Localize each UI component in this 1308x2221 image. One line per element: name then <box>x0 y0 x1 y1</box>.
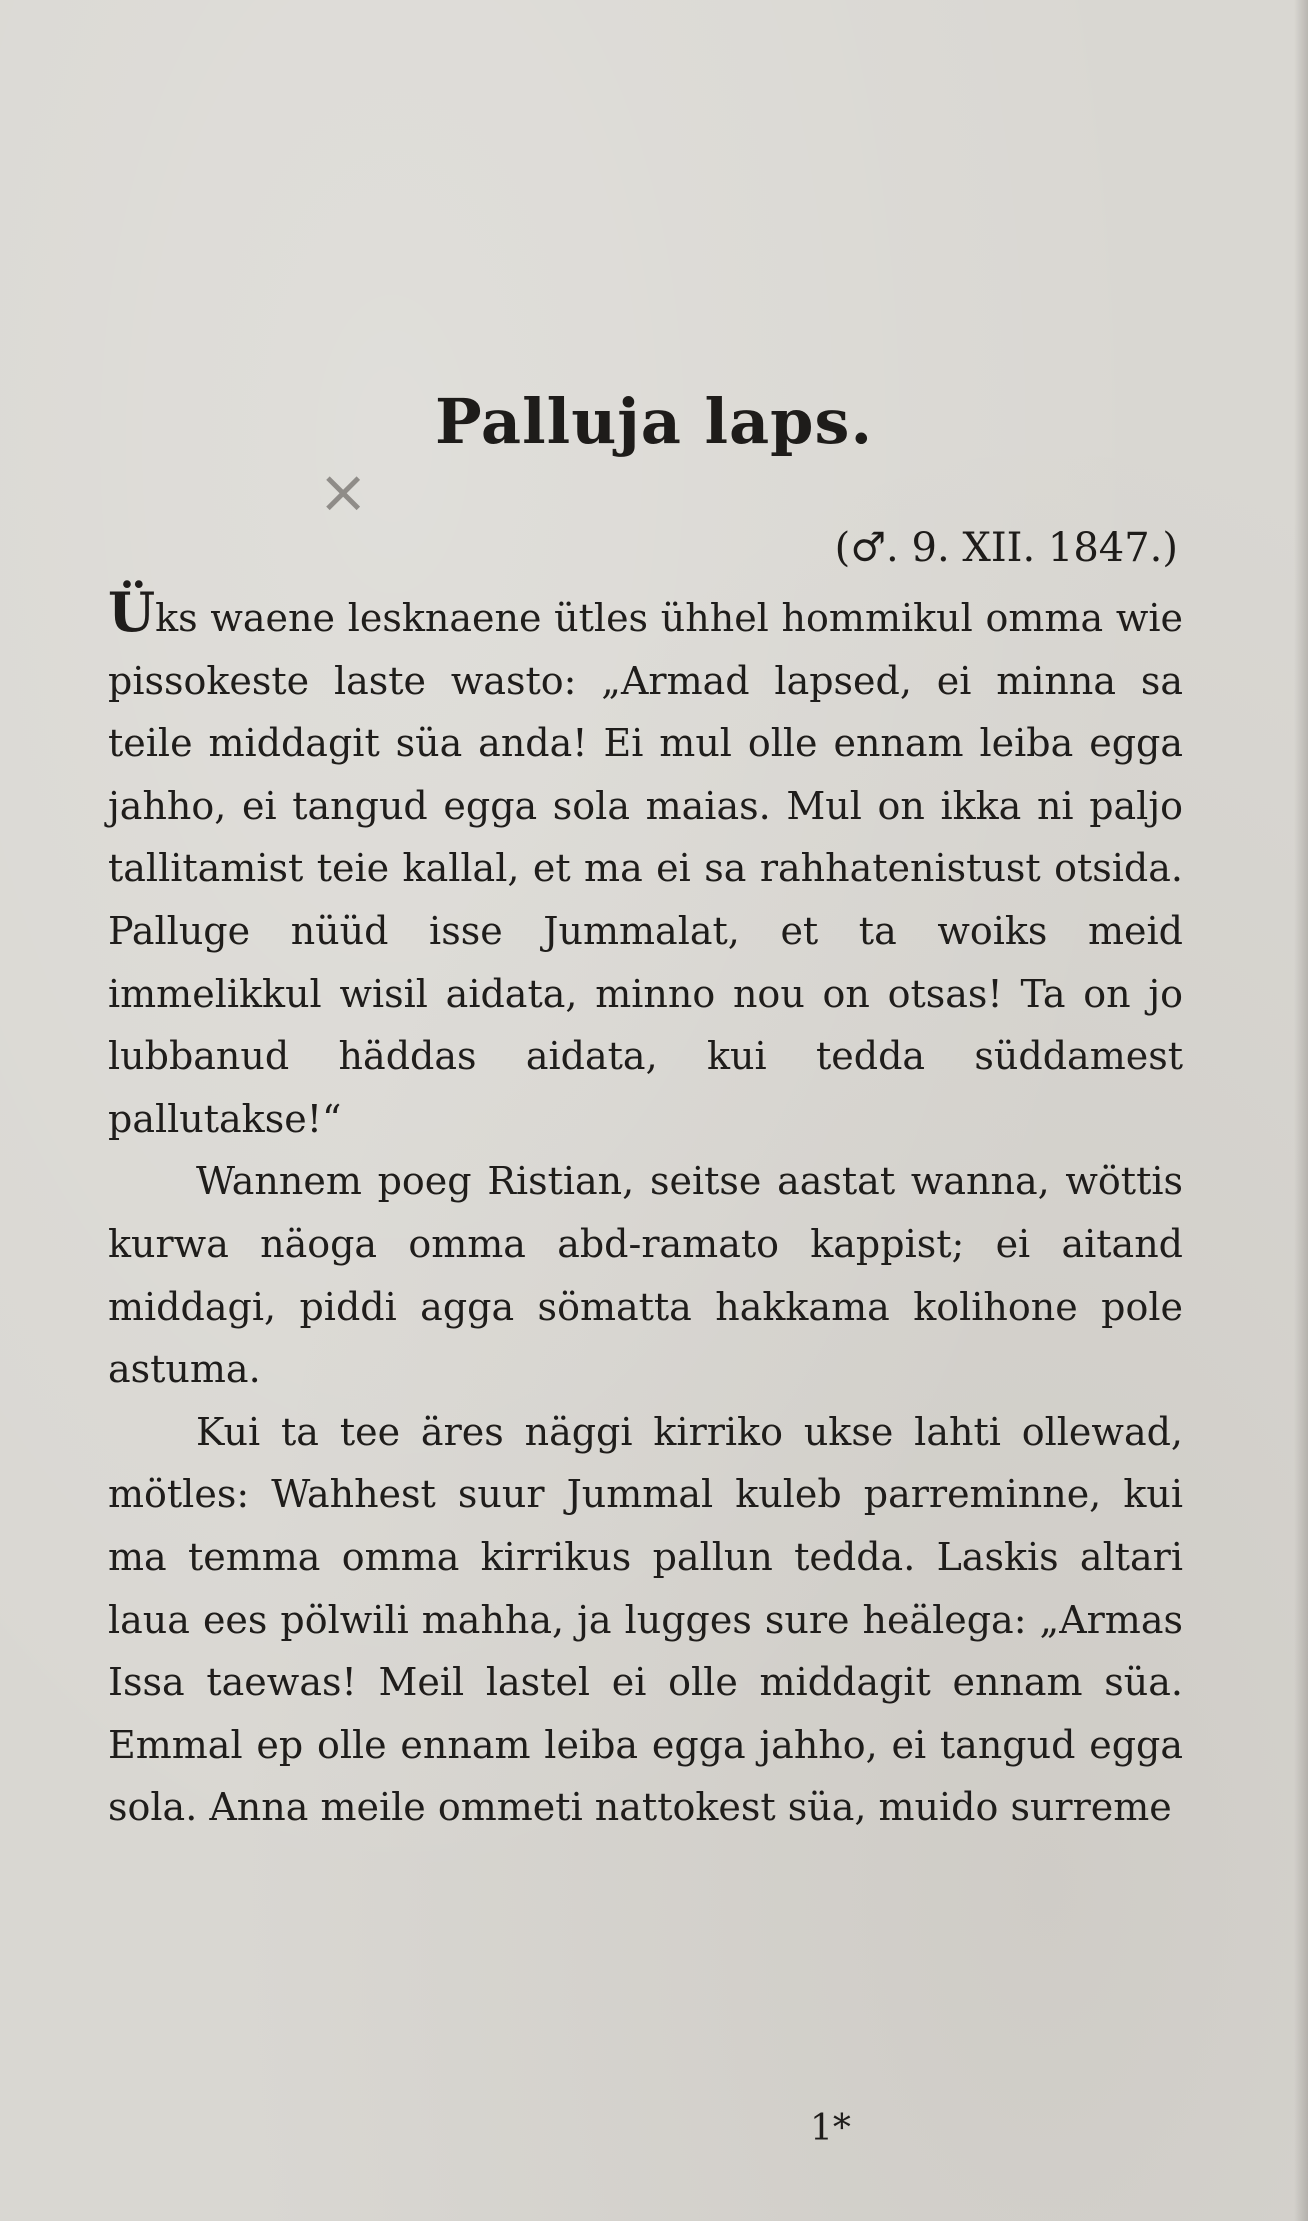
paragraph-2: Wannem poeg Ristian, seitse aastat wanna, wöttis kurwa näoga omma abd-ramato kappist; ei aitand middagi, piddi agga sömatta hakkama kolihone pole astuma. <box>108 1159 1183 1392</box>
drop-cap: Ü <box>108 580 156 644</box>
paragraph-1 <box>108 580 1183 1150</box>
body-text <box>108 580 1183 1839</box>
paragraph-3: Kui ta tee äres näggi kirriko ukse lahti ollewad, mötles: Wahhest suur Jummal kuleb parreminne, kui ma temma omma kirrikus pallun tedda. Laskis altari laua ees pölwili mahha, ja lugges sure heälega: „Armas Issa taewas! Meil lastel ei olle middagit ennam süa. Emmal ep olle ennam leiba egga jahho, ei tangud egga sola. Anna meile ommeti nattokest süa, muido surreme <box>108 1409 1183 1830</box>
pencil-cross-mark: × <box>318 457 369 527</box>
dateline: (♂. 9. XII. 1847.) <box>834 525 1178 571</box>
signature-mark: 1* <box>810 2108 851 2149</box>
page-title: Palluja laps. <box>434 385 874 458</box>
paragraph-1-text: ks waene lesknaene ütles ühhel hommikul omma wie pissokeste laste wasto: „Armad lapsed, ei minna sa teile middagit süa anda! Ei mul olle ennam leiba egga jahho, ei tangud egga sola maias. Mul on ikka ni paljo tallitamist teie kallal, et ma ei sa rahhatenistust otsida. Palluge nüüd isse Jummalat, et ta woiks meid immelikkul wisil aidata, minno nou on otsas! Ta on jo lubbanud häddas aidata, kui tedda süddamest pallutakse!“ <box>108 596 1183 1141</box>
